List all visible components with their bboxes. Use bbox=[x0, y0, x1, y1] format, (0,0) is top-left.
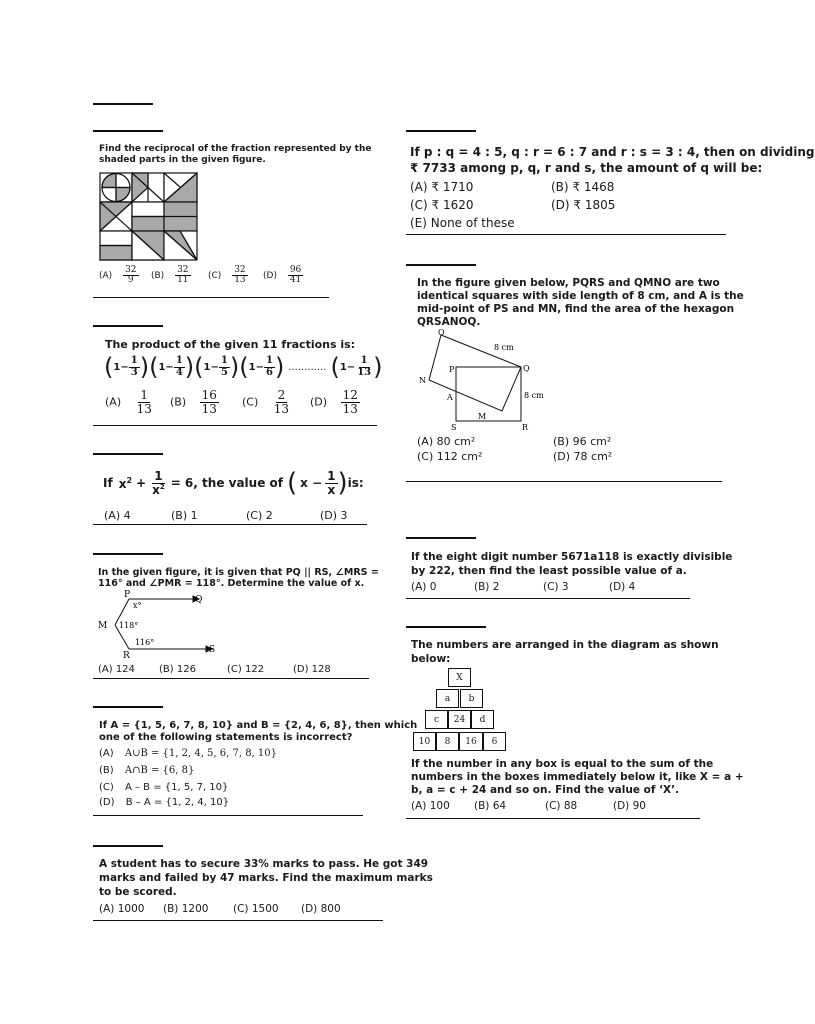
q8-label-n: N bbox=[419, 376, 426, 385]
q4-angle-x: x° bbox=[133, 601, 142, 610]
q2-option-b[interactable]: (B) $\frac{16}{13}$ bbox=[170, 388, 217, 416]
q1-option-a[interactable]: (A) $\frac{32}{9}$ bbox=[99, 265, 137, 286]
q4-option-a[interactable]: (A) 124 bbox=[98, 664, 135, 675]
q4-angle-118: 118° bbox=[119, 621, 139, 630]
q4-option-d[interactable]: (D) 128 bbox=[293, 664, 331, 675]
q1-option-b[interactable]: (B) $\frac{32}{11}$ bbox=[151, 265, 189, 286]
q1-header-rule bbox=[93, 130, 163, 132]
q6-prompt-line3: to be scored. bbox=[99, 886, 177, 898]
q1-options bbox=[99, 266, 329, 296]
q10-after-line3: b, a = c + 24 and so on. Find the value of ‘X’. bbox=[411, 784, 680, 796]
q4-label-r: R bbox=[123, 651, 130, 661]
q5-bottom-rule bbox=[93, 815, 363, 816]
q8-option-c[interactable]: (C) 112 cm² bbox=[417, 450, 483, 463]
q8-label-p: P bbox=[449, 365, 455, 374]
q2-option-c[interactable]: (C) $\frac{2}{13}$ bbox=[242, 388, 290, 416]
q8-option-a[interactable]: (A) 80 cm² bbox=[417, 435, 476, 448]
q9-option-b[interactable]: (B) 2 bbox=[474, 581, 500, 593]
q4-bottom-rule bbox=[93, 678, 369, 679]
q7-option-e[interactable]: (E) None of these bbox=[410, 216, 515, 230]
q10-after-line2: numbers in the boxes immediately below it, like X = a + bbox=[411, 771, 744, 783]
q8-label-a: A bbox=[447, 393, 453, 402]
q3-header-rule bbox=[93, 453, 163, 455]
q4-option-c[interactable]: (C) 122 bbox=[227, 664, 265, 675]
q4-label-p: P bbox=[124, 590, 131, 600]
q5-header-rule bbox=[93, 706, 163, 708]
q4-label-q: Q bbox=[195, 595, 203, 605]
q3-option-c[interactable]: (C) 2 bbox=[246, 509, 273, 522]
q4-label-m: M bbox=[98, 621, 108, 631]
q8-header-rule bbox=[406, 264, 476, 266]
q8-label-q: Q bbox=[523, 364, 530, 373]
q8-length-top: 8 cm bbox=[494, 343, 514, 352]
q2-option-a[interactable]: (A) $\frac{1}{13}$ bbox=[105, 388, 152, 416]
q4-angle-figure bbox=[95, 588, 225, 660]
q3-bottom-rule bbox=[93, 524, 367, 525]
q4-angle-116: 116° bbox=[135, 638, 155, 647]
q8-prompt-line4: QRSANOQ. bbox=[417, 316, 481, 328]
q5-prompt-line2: one of the following statements is incorrect? bbox=[99, 732, 353, 743]
q2-option-d[interactable]: (D) $\frac{12}{13}$ bbox=[310, 388, 358, 416]
q7-prompt-line2: ₹ 7733 among p, q, r and s, the amount of q will be: bbox=[410, 161, 763, 175]
q4-prompt-line1: In the given figure, it is given that PQ || RS, ∠MRS = bbox=[98, 567, 379, 578]
q8-option-d[interactable]: (D) 78 cm² bbox=[553, 450, 613, 463]
q10-option-c[interactable]: (C) 88 bbox=[545, 800, 578, 812]
q9-option-c[interactable]: (C) 3 bbox=[543, 581, 569, 593]
q2-bottom-rule bbox=[93, 425, 377, 426]
q7-header-rule bbox=[406, 130, 476, 132]
pyramid-box: X bbox=[448, 668, 471, 687]
q5-option-d[interactable]: (D) B – A = {1, 2, 4, 10} bbox=[99, 797, 230, 808]
q1-prompt-line1: Find the reciprocal of the fraction represented by the bbox=[99, 144, 372, 154]
q6-prompt-line1: A student has to secure 33% marks to pass. He got 349 bbox=[99, 858, 429, 870]
q6-bottom-rule bbox=[93, 920, 383, 921]
q8-option-b[interactable]: (B) 96 cm² bbox=[553, 435, 612, 448]
q6-prompt-line2: marks and failed by 47 marks. Find the maximum marks bbox=[99, 872, 433, 884]
q10-prompt-line2: below: bbox=[411, 653, 451, 665]
q10-option-b[interactable]: (B) 64 bbox=[474, 800, 507, 812]
q2-product-expression: ( 1 − $\frac{1}{3}$ ) ( 1 − $\frac{1}{4}$ ) ( 1 − $\frac{1}{5}$ ) ( 1 − $\frac{1}{6}$ ) ............ ( 1 − $\frac{1}{13}$ ) bbox=[104, 353, 383, 381]
q10-header-rule bbox=[406, 626, 486, 628]
q5-prompt-line1: If A = {1, 5, 6, 7, 8, 10} and B = {2, 4, 6, 8}, then which bbox=[99, 720, 418, 731]
pyramid-box: a bbox=[436, 689, 459, 708]
q3-option-b[interactable]: (B) 1 bbox=[171, 509, 198, 522]
q6-option-b[interactable]: (B) 1200 bbox=[163, 903, 209, 915]
q6-option-c[interactable]: (C) 1500 bbox=[233, 903, 279, 915]
q2-options bbox=[105, 389, 365, 423]
q8-label-s: S bbox=[451, 423, 457, 432]
q5-option-b[interactable]: (B) A∩B = {6, 8} bbox=[99, 765, 195, 776]
q10-option-d[interactable]: (D) 90 bbox=[613, 800, 646, 812]
q7-option-a[interactable]: (A) ₹ 1710 bbox=[410, 180, 474, 194]
q5-option-a[interactable]: (A) A∪B = {1, 2, 4, 5, 6, 7, 8, 10} bbox=[99, 748, 278, 759]
q1-prompt-line2: shaded parts in the given figure. bbox=[99, 155, 266, 165]
q1-option-c[interactable]: (C) $\frac{32}{13}$ bbox=[208, 265, 246, 286]
q6-header-rule bbox=[93, 845, 163, 847]
q9-option-d[interactable]: (D) 4 bbox=[609, 581, 636, 593]
pyramid-box: b bbox=[460, 689, 483, 708]
pyramid-box: 6 bbox=[483, 732, 506, 751]
q3-prompt-expression: If $x^2$ + $\frac{1}{x^2}$ = 6 , the value of ( x − $\frac{1}{x}$ ) is: bbox=[103, 468, 364, 498]
q9-prompt-line2: by 222, then find the least possible value of a. bbox=[411, 565, 687, 577]
q7-option-c[interactable]: (C) ₹ 1620 bbox=[410, 198, 474, 212]
q4-label-s: S bbox=[209, 645, 216, 655]
q10-bottom-rule bbox=[406, 818, 700, 819]
q4-prompt-line2: 116° and ∠PMR = 118°. Determine the value of x. bbox=[98, 578, 365, 589]
q10-number-pyramid bbox=[413, 668, 507, 752]
q8-prompt-line3: mid-point of PS and MN, find the area of the hexagon bbox=[417, 303, 735, 315]
q6-option-d[interactable]: (D) 800 bbox=[301, 903, 341, 915]
pyramid-box: 10 bbox=[413, 732, 436, 751]
q8-bottom-rule bbox=[406, 481, 722, 482]
q7-option-b[interactable]: (B) ₹ 1468 bbox=[551, 180, 615, 194]
q2-header-rule bbox=[93, 325, 163, 327]
q6-option-a[interactable]: (A) 1000 bbox=[99, 903, 145, 915]
q8-label-m: M bbox=[478, 412, 487, 421]
q5-option-c[interactable]: (C) A – B = {1, 5, 7, 10} bbox=[99, 782, 229, 793]
q9-option-a[interactable]: (A) 0 bbox=[411, 581, 437, 593]
q4-option-b[interactable]: (B) 126 bbox=[159, 664, 196, 675]
q8-prompt-line1: In the figure given below, PQRS and QMNO are two bbox=[417, 277, 720, 289]
q7-prompt-line1: If p : q = 4 : 5, q : r = 6 : 7 and r : s = 3 : 4, then on dividing bbox=[410, 145, 815, 159]
q8-prompt-line2: identical squares with side length of 8 cm, and A is the bbox=[417, 290, 744, 302]
q3-option-a[interactable]: (A) 4 bbox=[104, 509, 131, 522]
q8-label-r: R bbox=[522, 423, 529, 432]
q4-header-rule bbox=[93, 553, 163, 555]
q9-header-rule bbox=[406, 537, 476, 539]
q1-shaded-figure bbox=[99, 172, 198, 261]
pyramid-box: c bbox=[425, 710, 448, 729]
page-header-rule bbox=[93, 103, 153, 105]
q8-length-side: 8 cm bbox=[524, 391, 544, 400]
q2-prompt: The product of the given 11 fractions is: bbox=[105, 338, 356, 351]
pyramid-box: d bbox=[471, 710, 494, 729]
q9-prompt-line1: If the eight digit number 5671a118 is exactly divisible bbox=[411, 551, 733, 563]
q7-option-d[interactable]: (D) ₹ 1805 bbox=[551, 198, 616, 212]
pyramid-box: 24 bbox=[448, 710, 471, 729]
pyramid-box: 16 bbox=[459, 732, 483, 751]
q8-squares-figure bbox=[416, 328, 556, 432]
pyramid-box: 8 bbox=[436, 732, 459, 751]
q7-bottom-rule bbox=[406, 234, 726, 235]
q9-bottom-rule bbox=[406, 598, 690, 599]
q3-option-d[interactable]: (D) 3 bbox=[320, 509, 348, 522]
q1-bottom-rule bbox=[93, 297, 329, 298]
q10-prompt-line1: The numbers are arranged in the diagram as shown bbox=[411, 639, 719, 651]
q8-label-o: O bbox=[438, 328, 445, 337]
q1-option-d[interactable]: (D) $\frac{96}{41}$ bbox=[263, 265, 302, 286]
q10-option-a[interactable]: (A) 100 bbox=[411, 800, 450, 812]
q10-after-line1: If the number in any box is equal to the sum of the bbox=[411, 758, 714, 770]
